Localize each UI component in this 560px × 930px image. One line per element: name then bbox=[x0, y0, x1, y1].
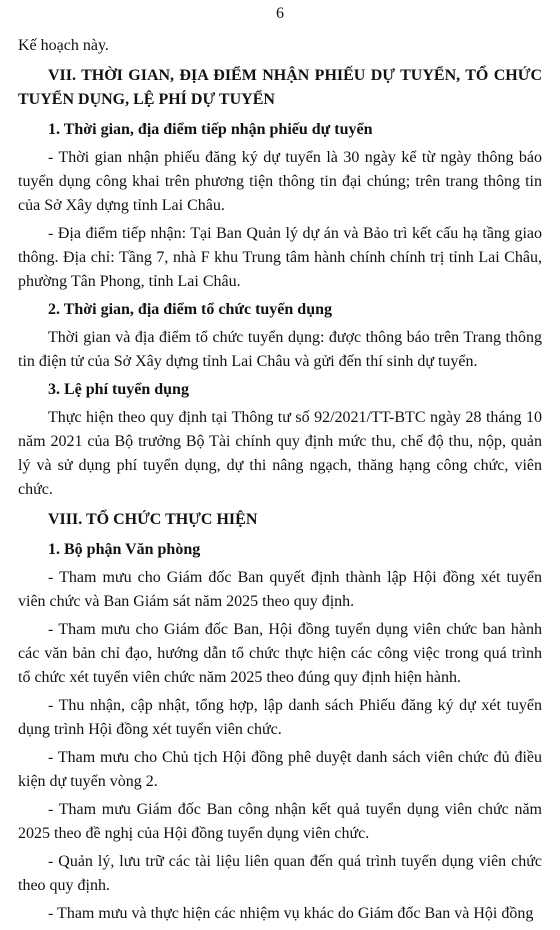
section-vii-heading: VII. THỜI GIAN, ĐỊA ĐIỂM NHẬN PHIẾU DỰ TUYỂN, TỔ CHỨC TUYỂN DỤNG, LỆ PHÍ DỰ TUYỂN bbox=[18, 67, 542, 108]
list-item: - Tham mưu Giám đốc Ban công nhận kết quả tuyển dụng viên chức năm 2025 theo đề nghị của Hội đồng tuyển dụng viên chức. bbox=[18, 801, 542, 842]
paragraph: Thực hiện theo quy định tại Thông tư số 92/2021/TT-BTC ngày 28 tháng 10 năm 2021 của Bộ trưởng Bộ Tài chính quy định mức thu, chế độ thu, nộp, quản lý và sử dụng phí tuyển dụng, dự thi nâng ngạch, thăng hạng công chức, viên chức. bbox=[18, 409, 542, 498]
list-item: - Thu nhận, cập nhật, tổng hợp, lập danh sách Phiếu đăng ký dự xét tuyển dụng trình Hội đồng xét tuyển viên chức. bbox=[18, 697, 542, 738]
page-number: 6 bbox=[276, 5, 284, 22]
section-vii-3-heading: 3. Lệ phí tuyển dụng bbox=[48, 381, 189, 398]
continuation-text: Kế hoạch này. bbox=[18, 37, 109, 54]
list-item: - Tham mưu cho Giám đốc Ban quyết định thành lập Hội đồng xét tuyển viên chức và Ban Giám sát năm 2025 theo quy định. bbox=[18, 569, 542, 610]
section-viii-heading: VIII. TỔ CHỨC THỰC HIỆN bbox=[48, 511, 258, 528]
section-vii-1-heading: 1. Thời gian, địa điểm tiếp nhận phiếu dự tuyển bbox=[48, 121, 373, 138]
document-body bbox=[18, 34, 542, 930]
paragraph: Thời gian và địa điểm tổ chức tuyển dụng: được thông báo trên Trang thông tin điện tử của Sở Xây dựng tỉnh Lai Châu và gửi đến thí sinh dự tuyển. bbox=[18, 329, 542, 370]
list-item: - Quản lý, lưu trữ các tài liệu liên quan đến quá trình tuyển dụng viên chức theo quy định. bbox=[18, 853, 542, 894]
list-item: - Tham mưu và thực hiện các nhiệm vụ khác do Giám đốc Ban và Hội đồng bbox=[48, 905, 534, 922]
list-item: - Tham mưu cho Chủ tịch Hội đồng phê duyệt danh sách viên chức đủ điều kiện dự tuyển vòng 2. bbox=[18, 749, 542, 790]
paragraph: - Thời gian nhận phiếu đăng ký dự tuyển là 30 ngày kể từ ngày thông báo tuyển dụng công khai trên phương tiện thông tin đại chúng; trên trang thông tin của Sở Xây dựng tỉnh Lai Châu. bbox=[18, 149, 542, 214]
section-viii-1-heading: 1. Bộ phận Văn phòng bbox=[48, 541, 201, 558]
section-vii-2-heading: 2. Thời gian, địa điểm tổ chức tuyển dụng bbox=[48, 301, 332, 318]
list-item: - Tham mưu cho Giám đốc Ban, Hội đồng tuyển dụng viên chức ban hành các văn bản chỉ đạo, hướng dẫn tổ chức thực hiện các công việc trong quá trình tổ chức xét tuyển viên chức năm 2025 theo đúng quy định hiện hành. bbox=[18, 621, 542, 686]
paragraph: - Địa điểm tiếp nhận: Tại Ban Quản lý dự án và Bảo trì kết cấu hạ tầng giao thông. Địa chỉ: Tầng 7, nhà F khu Trung tâm hành chính chính trị tỉnh Lai Châu, phường Tân Phong, tỉnh Lai Châu. bbox=[18, 225, 542, 290]
